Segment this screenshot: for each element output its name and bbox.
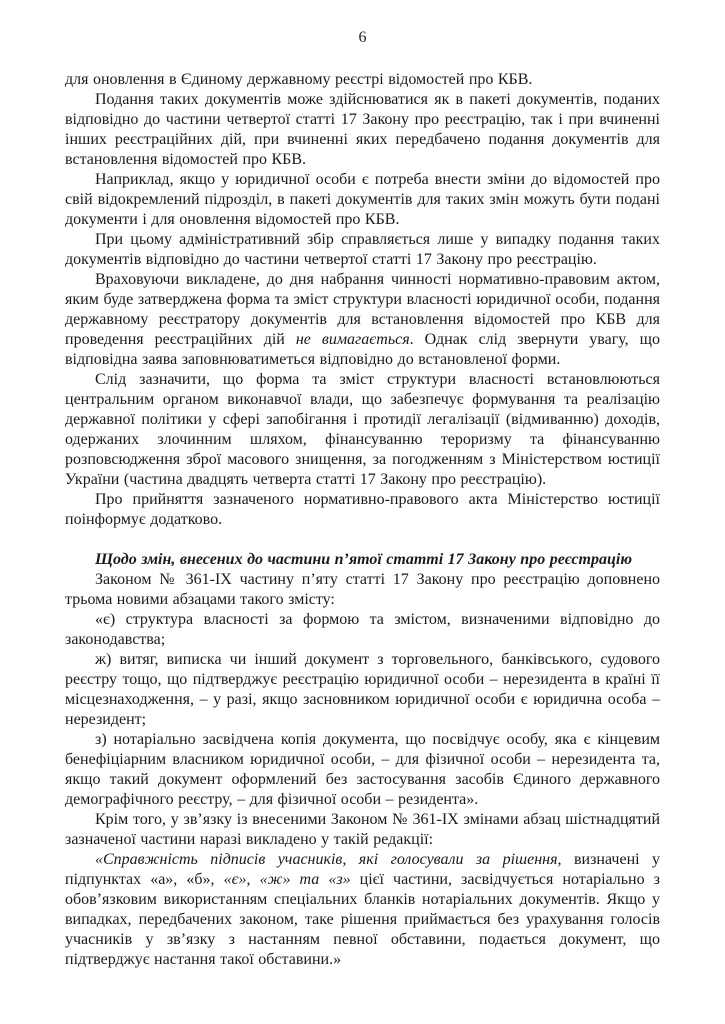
document-body [65, 70, 660, 970]
paragraph [65, 850, 660, 970]
text-segment: «є) структура власності за формою та змістом, визначеними відповідно до законодавства; [65, 611, 660, 648]
paragraph [65, 270, 660, 370]
text-segment: При цьому адміністративний збір справляється лише у випадку подання таких документів відповідно до частини четвертої статті 17 Закону про реєстрацію. [65, 231, 660, 268]
text-segment: цієї частини, засвідчується нотаріально з обов’язковим використанням спеціальних бланків нотаріальних документів. Якщо у випадках, передбачених законом, таке рішення приймається без урахування голосів учасників у зв’язку з настанням певної обставини, подається документ, що підтверджує настання такої обставини.» [65, 871, 660, 968]
paragraph [65, 610, 660, 650]
text-segment: Щодо змін, внесених до частини п’ятої статті 17 Закону про реєстрацію [95, 551, 632, 568]
section-heading [65, 550, 660, 570]
paragraph [65, 90, 660, 170]
text-segment: «є», «ж» та «з» [223, 871, 351, 888]
text-segment: Слід зазначити, що форма та зміст структури власності встановлюються центральним органом виконавчої влади, що забезпечує формування та реалізацію державної політики у сфері запобігання і протидії легалізації (відмиванню) доходів, одержаних злочинним шляхом, фінансуванню тероризму та фінансуванню розповсюдження зброї масового знищення, за погодженням з Міністерством юстиції України (частина двадцять четверта статті 17 Закону про реєстрацію). [65, 371, 660, 488]
text-segment: , визначені у підпунктах «а», «б», [65, 851, 660, 888]
text-segment: Законом № 361-IX частину п’яту статті 17 Закону про реєстрацію доповнено трьома новими абзацами такого змісту: [65, 571, 660, 608]
text-segment: Враховуючи викладене, до дня набрання чинності нормативно-правовим актом, яким буде затверджена форма та зміст структури власності юридичної особи, подання державному реєстратору документів для встановлення відомостей про КБВ для проведення реєстраційних дій [65, 271, 660, 348]
paragraph [65, 70, 660, 90]
paragraph [65, 650, 660, 730]
text-segment: не вимагається [295, 331, 410, 348]
text-segment: для оновлення в Єдиному державному реєстрі відомостей про КБВ. [65, 71, 533, 88]
paragraph [65, 730, 660, 810]
text-segment: Подання таких документів може здійснюватися як в пакеті документів, поданих відповідно до частини четвертої статті 17 Закону про реєстрацію, так і при вчиненні інших реєстраційних дій, при вчиненні яких передбачено подання документів для встановлення відомостей про КБВ. [65, 91, 660, 168]
paragraph [65, 570, 660, 610]
paragraph [65, 230, 660, 270]
page-number: 6 [358, 29, 367, 46]
paragraph [65, 370, 660, 490]
paragraph [65, 170, 660, 230]
paragraph [65, 490, 660, 530]
text-segment: «Справжність підписів учасників, які голосували за рішення [95, 851, 558, 868]
text-segment: з) нотаріально засвідчена копія документа, що посвідчує особу, яка є кінцевим бенефіціарним власником юридичної особи, – для фізичної особи – нерезидента та, якщо такий документ оформлений без застосування засобів Єдиного державного демографічного реєстру, – для фізичної особи – резидента». [65, 731, 660, 808]
text-segment: Про прийняття зазначеного нормативно-правового акта Міністерство юстиції поінформує додатково. [65, 491, 660, 528]
text-segment: Крім того, у зв’язку із внесеними Законом № 361-IX змінами абзац шістнадцятий зазначеної частини наразі викладено у такій редакції: [65, 811, 660, 848]
paragraph [65, 810, 660, 850]
text-segment: . Однак слід звернути увагу, що відповідна заява заповнюватиметься відповідно до встановленої форми. [65, 331, 660, 368]
text-segment: Наприклад, якщо у юридичної особи є потреба внести зміни до відомостей про свій відокремлений підрозділ, в пакеті документів для таких змін можуть бути подані документи і для оновлення відомостей про КБВ. [65, 171, 660, 228]
text-segment: ж) витяг, виписка чи інший документ з торговельного, банківського, судового реєстру тощо, що підтверджує реєстрацію юридичної особи – нерезидента в країні її місцезнаходження, – у разі, якщо засновником юридичної особи є юридична особа – нерезидент; [65, 651, 660, 728]
